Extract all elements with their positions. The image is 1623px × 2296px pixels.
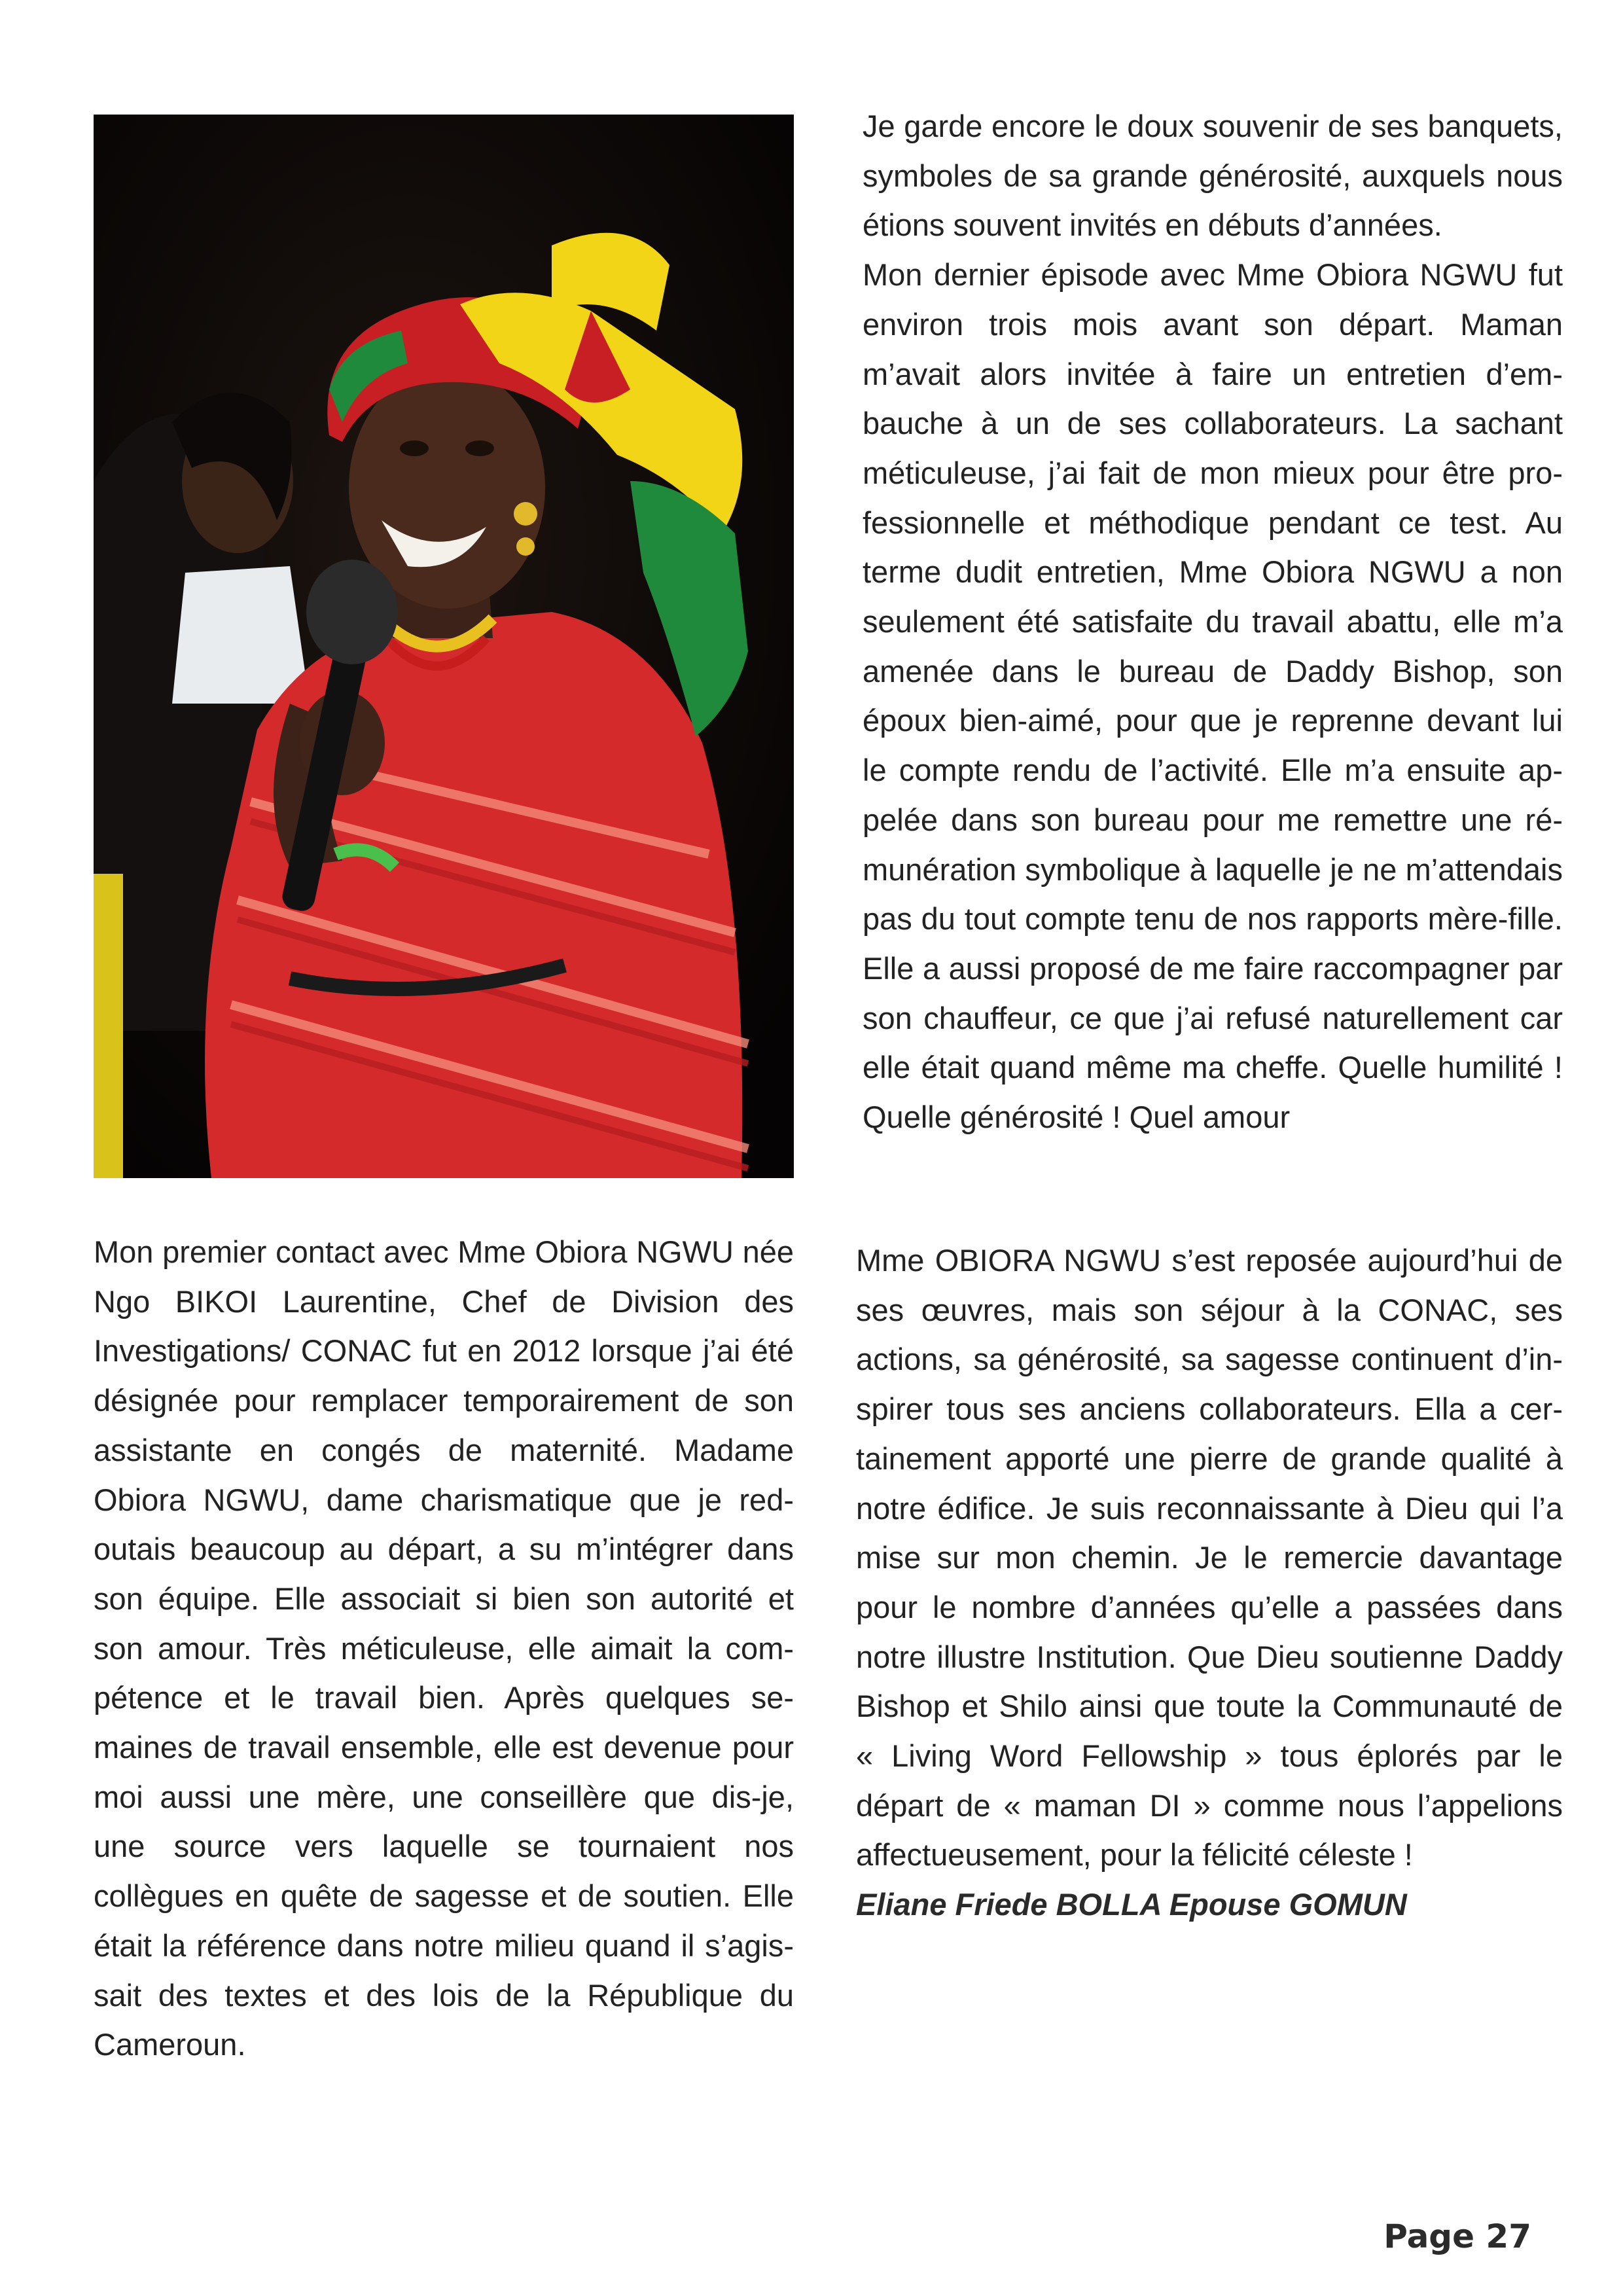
right-bottom-column bbox=[856, 1236, 1563, 1929]
page-number: Page 27 bbox=[1383, 2217, 1531, 2255]
author-signature: Eliane Friede BOLLA Epouse GOMUN bbox=[856, 1887, 1407, 1922]
portrait-photo bbox=[94, 115, 794, 1178]
right-top-column bbox=[863, 101, 1563, 1142]
paragraph: Je garde encore le doux souvenir de ses banquets, symboles de sa grande générosité, auxquels nous étions souvent invités en débuts d’années. bbox=[863, 109, 1563, 243]
paragraph: Mon dernier épisode avec Mme Obiora NGWU fut environ trois mois avant son départ. Maman m’avait alors invitée à faire un entretien d’embauche à un de ses collaborateurs. La sachant méticuleuse, j’ai fait de mon mieux pour être professionnelle et méthodique pendant ce test. Au terme dudit entretien, Mme Obiora NGWU a non seulement été satisfaite du travail abattu, elle m’a amenée dans le bureau de Daddy Bishop, son époux bien-aimé, pour que je reprenne devant lui le compte rendu de l’activité. Elle m’a ensuite appelée dans son bureau pour me remettre une rémunération symbolique à laquelle je ne m’attendais pas du tout compte tenu de nos rapports mère-fille. Elle a aussi proposé de me faire raccompagner par son chauffeur, ce que j’ai refusé naturellement car elle était quand même ma cheffe. Quelle humilité ! Quelle générosité ! Quel amour bbox=[863, 257, 1563, 1135]
portrait-illustration bbox=[94, 115, 794, 1178]
paragraph: Mon premier contact avec Mme Obiora NGWU née Ngo BIKOI Laurentine, Chef de Division des Investigations/ CONAC fut en 2012 lorsque j’ai été désignée pour remplacer temporairement de son assistante en congés de maternité. Madame Obiora NGWU, dame charismatique que je redoutais beaucoup au départ, a su m’intégrer dans son équipe. Elle associait si bien son autorité et son amour. Très méticuleuse, elle aimait la compétence et le travail bien. Après quelques semaines de travail ensemble, elle est devenue pour moi aussi une mère, une conseillère que dis-je, une source vers laquelle se tournaient nos collègues en quête de sagesse et de soutien. Elle était la référence dans notre milieu quand il s’agissait des textes et des lois de la République du Cameroun. bbox=[94, 1234, 794, 2062]
paragraph: Mme OBIORA NGWU s’est reposée aujourd’hui de ses œuvres, mais son séjour à la CONAC, ses actions, sa générosité, sa sagesse continuent d’inspirer tous ses anciens collaborateurs. Ella a certainement apporté une pierre de grande qualité à notre édifice. Je suis reconnaissante à Dieu qui l’a mise sur mon chemin. Je le remercie davantage pour le nombre d’années qu’elle a passées dans notre illustre Institution. Que Dieu soutienne Daddy Bishop et Shilo ainsi que toute la Communauté de « Living Word Fellowship » tous éplorés par le départ de « maman DI » comme nous l’appelions affectueusement, pour la félicité céleste ! bbox=[856, 1243, 1563, 1873]
left-bottom-column bbox=[94, 1227, 794, 2070]
